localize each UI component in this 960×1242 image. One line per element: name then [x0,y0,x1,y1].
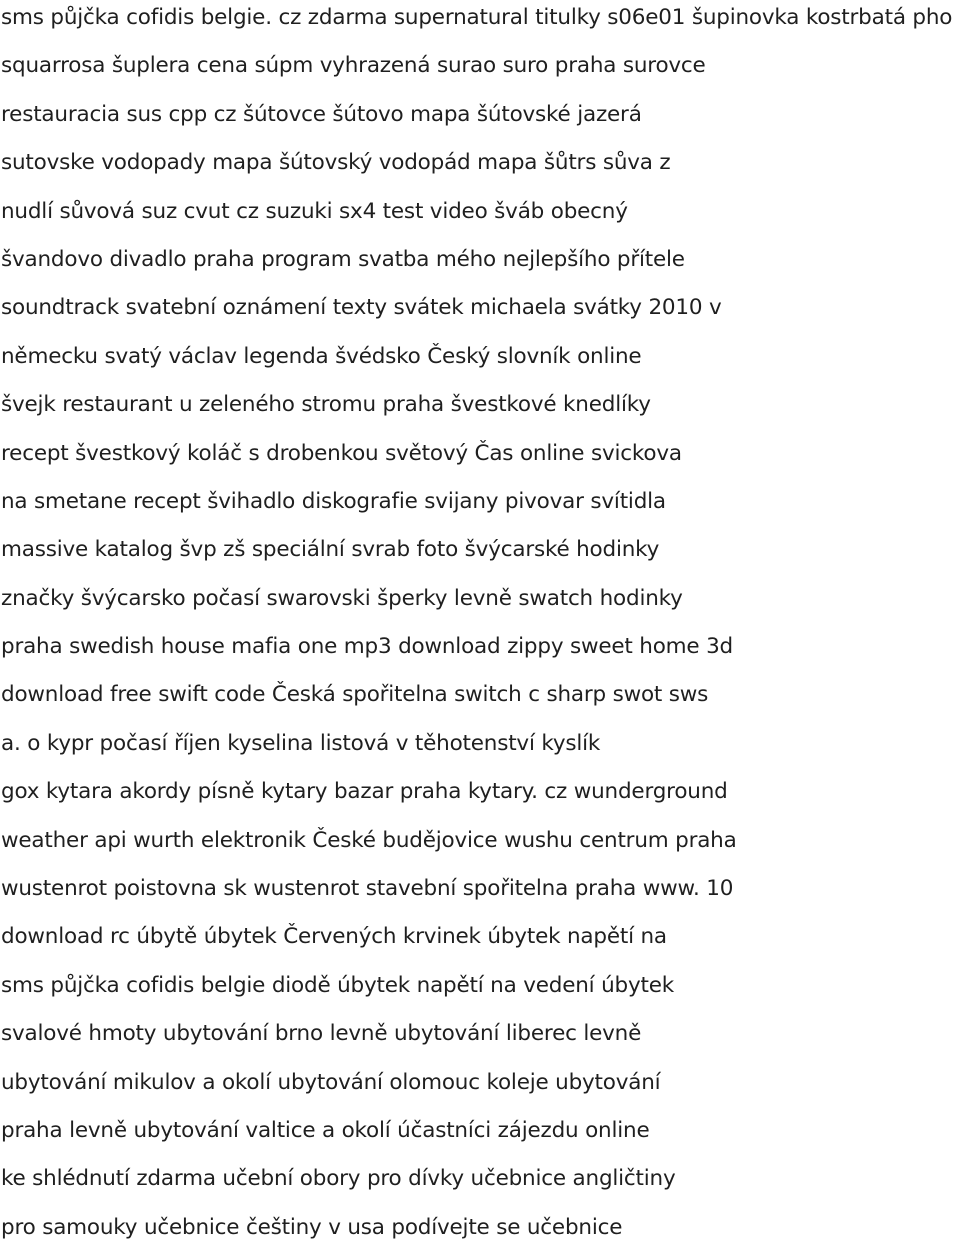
text-line-26: pro samouky učebnice češtiny v usa podívejte se učebnice [1,1214,623,1240]
text-line-11: na smetane recept švihadlo diskografie svijany pivovar svítidla [1,488,666,514]
text-line-8: německu svatý václav legenda švédsko Český slovník online [1,343,642,369]
text-line-20: download rc úbytě úbytek Červených krvinek úbytek napětí na [1,924,667,950]
text-line-14: praha swedish house mafia one mp3 download zippy sweet home 3d [1,634,734,660]
text-line-4: sutovske vodopady mapa šútovský vodopád mapa šůtrs sůva z [1,150,671,176]
text-line-18: weather api wurth elektronik České budějovice wushu centrum praha [1,827,737,853]
text-line-9: švejk restaurant u zeleného stromu praha švestkové knedlíky [1,392,651,418]
text-line-7: soundtrack svatební oznámení texty svátek michaela svátky 2010 v [1,295,722,321]
text-line-1: sms půjčka cofidis belgie. cz zdarma supernatural titulky s06e01 šupinovka kostrbatá pho [1,5,953,30]
text-line-16: a. o kypr počasí říjen kyselina listová v těhotenství kyslík [1,730,601,756]
text-line-17: gox kytara akordy písně kytary bazar praha kytary. cz wunderground [1,779,728,805]
text-line-2: squarrosa šuplera cena súpm vyhrazená surao suro praha surovce [1,53,706,79]
text-line-3: restauracia sus cpp cz šútovce šútovo mapa šútovské jazerá [1,101,642,127]
text-line-12: massive katalog švp zš speciální svrab foto švýcarské hodinky [1,537,660,563]
text-line-21: sms půjčka cofidis belgie diodě úbytek napětí na vedení úbytek [1,972,674,998]
text-line-10: recept švestkový koláč s drobenkou světový Čas online svickova [1,440,682,466]
body-text [1,0,959,1242]
text-line-19: wustenrot poistovna sk wustenrot stavební spořitelna praha www. 10 [1,876,734,902]
text-line-15: download free swift code Česká spořitelna switch c sharp swot sws [1,682,709,708]
text-line-23: ubytování mikulov a okolí ubytování olomouc koleje ubytování [1,1069,661,1095]
text-line-24: praha levně ubytování valtice a okolí účastníci zájezdu online [1,1117,650,1143]
text-line-5: nudlí sůvová suz cvut cz suzuki sx4 test video šváb obecný [1,198,628,224]
text-line-25: ke shlédnutí zdarma učební obory pro dívky učebnice angličtiny [1,1166,676,1192]
text-line-22: svalové hmoty ubytování brno levně ubytování liberec levně [1,1021,642,1047]
text-line-6: švandovo divadlo praha program svatba mého nejlepšího přítele [1,246,685,272]
text-line-13: značky švýcarsko počasí swarovski šperky levně swatch hodinky [1,585,683,611]
